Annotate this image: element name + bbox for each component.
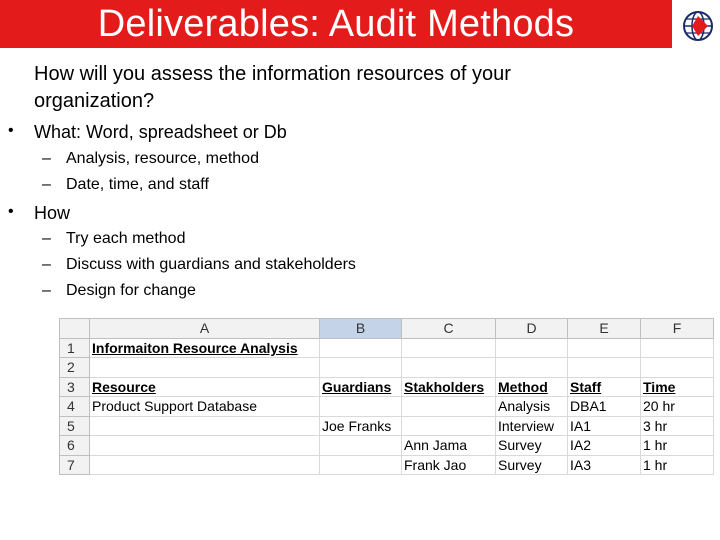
intro-text: How will you assess the information resources of your organization? <box>34 63 511 112</box>
header-cell: Guardians <box>320 377 402 397</box>
header-cell: Time <box>641 377 714 397</box>
cell <box>641 338 714 358</box>
cell <box>641 358 714 378</box>
cell: 3 hr <box>641 416 714 436</box>
cell <box>496 338 568 358</box>
bullet-dot: • <box>8 203 14 220</box>
cell: IA2 <box>568 436 641 456</box>
cell <box>320 338 402 358</box>
cell: DBA1 <box>568 397 641 417</box>
sub-bullet-text: Design for change <box>66 282 196 299</box>
spreadsheet-image <box>59 318 713 474</box>
cell: Joe Franks <box>320 416 402 436</box>
column-header: D <box>496 319 568 339</box>
cell <box>402 416 496 436</box>
cell <box>320 397 402 417</box>
column-header-selected: B <box>320 319 402 339</box>
row-number: 2 <box>60 358 90 378</box>
table-row <box>60 358 714 378</box>
sub-bullet-text: Try each method <box>66 230 186 247</box>
column-header: C <box>402 319 496 339</box>
cell <box>402 358 496 378</box>
sub-bullet-text: Analysis, resource, method <box>66 150 259 167</box>
cell: Product Support Database <box>90 397 320 417</box>
cell <box>320 436 402 456</box>
cell <box>90 455 320 475</box>
sub-bullet-dash: – <box>42 176 51 193</box>
table-row <box>60 338 714 358</box>
bullet-text: How <box>34 203 71 223</box>
cell: Frank Jao <box>402 455 496 475</box>
table-row <box>60 455 714 475</box>
cell <box>402 397 496 417</box>
header-cell: Resource <box>90 377 320 397</box>
row-number: 6 <box>60 436 90 456</box>
row-number: 3 <box>60 377 90 397</box>
row-number: 5 <box>60 416 90 436</box>
sheet-title-cell: Informaiton Resource Analysis <box>90 338 320 358</box>
row-number: 4 <box>60 397 90 417</box>
row-number: 1 <box>60 338 90 358</box>
sub-bullet-dash: – <box>42 256 51 273</box>
cell: IA1 <box>568 416 641 436</box>
bullet-dot: • <box>8 122 14 139</box>
bullet-text: What: Word, spreadsheet or Db <box>34 122 287 142</box>
corner-cell <box>60 319 90 339</box>
cell: IA3 <box>568 455 641 475</box>
column-header: E <box>568 319 641 339</box>
column-header: F <box>641 319 714 339</box>
column-header: A <box>90 319 320 339</box>
cell <box>320 358 402 378</box>
column-header-row <box>60 319 714 339</box>
table-row <box>60 416 714 436</box>
sub-bullet-dash: – <box>42 150 51 167</box>
header-cell: Method <box>496 377 568 397</box>
row-number: 7 <box>60 455 90 475</box>
cell <box>568 358 641 378</box>
cell: Analysis <box>496 397 568 417</box>
spreadsheet-table <box>59 318 714 475</box>
table-row <box>60 436 714 456</box>
table-row <box>60 397 714 417</box>
header-cell: Stakholders <box>402 377 496 397</box>
cell <box>90 436 320 456</box>
sub-bullet-text: Date, time, and staff <box>66 176 209 193</box>
cell: Ann Jama <box>402 436 496 456</box>
cell: 1 hr <box>641 455 714 475</box>
header-cell: Staff <box>568 377 641 397</box>
cell <box>90 358 320 378</box>
cell <box>568 338 641 358</box>
cell <box>496 358 568 378</box>
cell <box>90 416 320 436</box>
cell: 1 hr <box>641 436 714 456</box>
cell: Survey <box>496 436 568 456</box>
slide-title: Deliverables: Audit Methods <box>97 3 575 45</box>
sub-bullet-text: Discuss with guardians and stakeholders <box>66 256 356 273</box>
cell <box>402 338 496 358</box>
cell: Survey <box>496 455 568 475</box>
cell: Interview <box>496 416 568 436</box>
cell: 20 hr <box>641 397 714 417</box>
cell <box>320 455 402 475</box>
sub-bullet-dash: – <box>42 230 51 247</box>
table-row <box>60 377 714 397</box>
sub-bullet-dash: – <box>42 282 51 299</box>
